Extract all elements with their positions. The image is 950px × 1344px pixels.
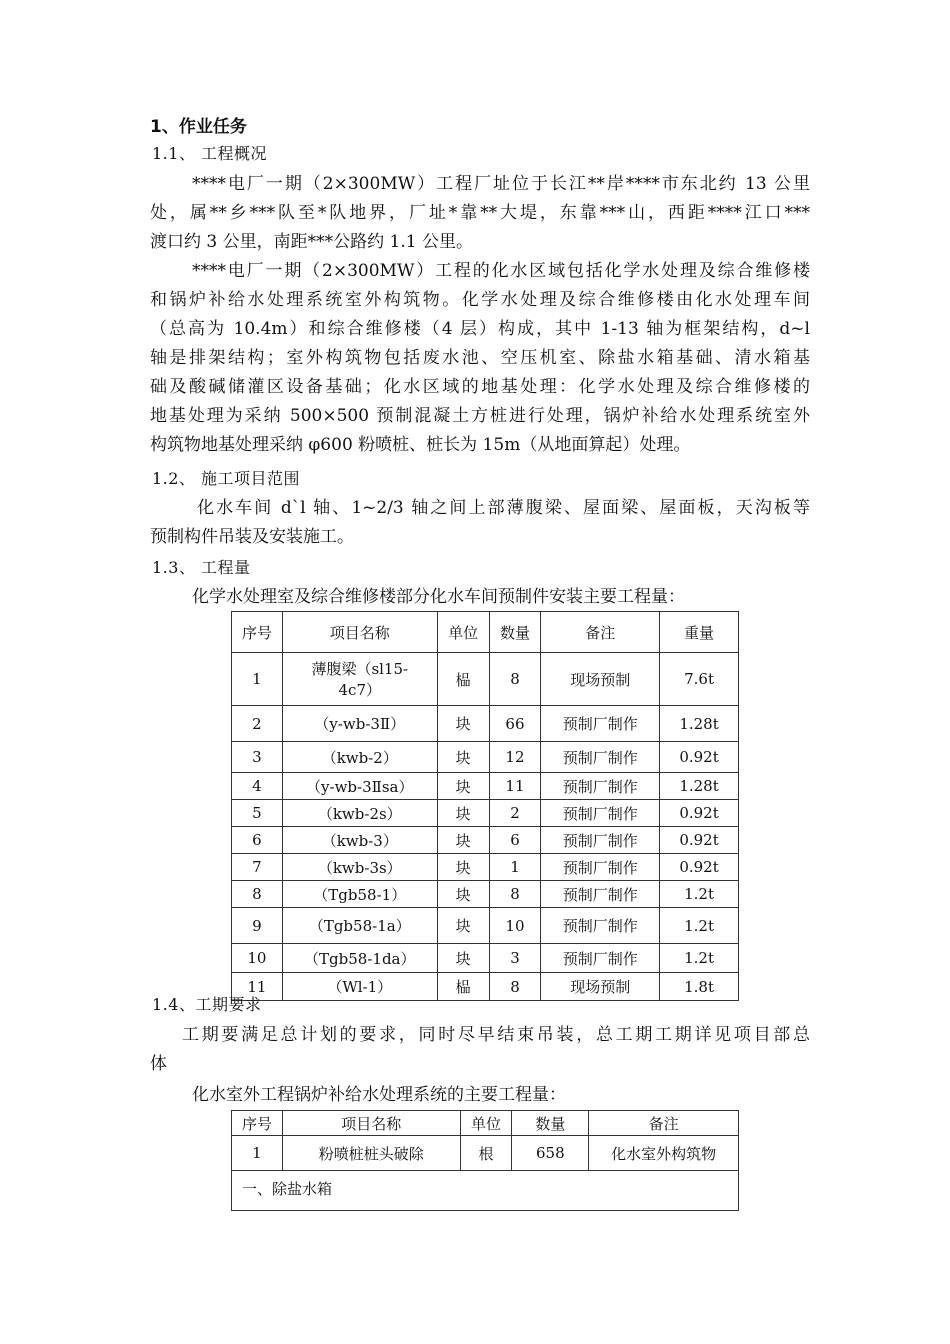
col-header: 序号 bbox=[232, 1111, 283, 1136]
cell: 8 bbox=[489, 881, 541, 908]
table-header-row bbox=[232, 1111, 739, 1136]
prefab-quantity-table bbox=[231, 611, 739, 1001]
cell: 粉喷桩桩头破除 bbox=[282, 1136, 460, 1171]
cell: 预制厂制作 bbox=[541, 706, 660, 742]
cell: 块 bbox=[437, 944, 489, 973]
cell: 1.28t bbox=[660, 773, 739, 800]
outdoor-quantity-table bbox=[231, 1110, 739, 1211]
cell: 1.2t bbox=[660, 944, 739, 973]
subsection-title-1-2: 1.2、 施工项目范围 bbox=[152, 469, 301, 488]
cell: 4 bbox=[232, 773, 283, 800]
paragraph-line: 处，属**乡***队至*队地界，厂址*靠**大堤，东靠***山，西距****江口*** bbox=[150, 203, 810, 223]
table-row bbox=[232, 800, 739, 827]
subsection-title-1-4: 1.4、工期要求 bbox=[152, 995, 262, 1014]
cell: 3 bbox=[489, 944, 541, 973]
cell: 1 bbox=[232, 653, 283, 706]
table-row bbox=[232, 1136, 739, 1171]
cell: 榀 bbox=[437, 653, 489, 706]
col-header: 重量 bbox=[660, 612, 739, 653]
paragraph-line: 轴是排架结构；室外构筑物包括废水池、空压机室、除盐水箱基础、清水箱基 bbox=[150, 348, 810, 368]
paragraph-line: ****电厂一期（2×300MW）工程的化水区域包括化学水处理及综合维修楼 bbox=[192, 261, 810, 281]
cell: 1.28t bbox=[660, 706, 739, 742]
cell: 预制厂制作 bbox=[541, 800, 660, 827]
paragraph-line: 工期要满足总计划的要求，同时尽早结束吊装，总工期工期详见项目部总 bbox=[182, 1025, 810, 1045]
table-row bbox=[232, 773, 739, 800]
cell: 12 bbox=[489, 742, 541, 773]
cell: 8 bbox=[232, 881, 283, 908]
table-header-row bbox=[232, 612, 739, 653]
col-header: 备注 bbox=[589, 1111, 739, 1136]
table-row bbox=[232, 742, 739, 773]
col-header: 备注 bbox=[541, 612, 660, 653]
cell: 块 bbox=[437, 742, 489, 773]
cell: 根 bbox=[460, 1136, 512, 1171]
cell: 预制厂制作 bbox=[541, 944, 660, 973]
section-cell: 一、除盐水箱 bbox=[232, 1171, 739, 1211]
cell: 块 bbox=[437, 854, 489, 881]
table-section-row bbox=[232, 1171, 739, 1211]
cell: 6 bbox=[232, 827, 283, 854]
cell: 5 bbox=[232, 800, 283, 827]
cell: （Tgb58-1a） bbox=[282, 908, 437, 944]
paragraph-line: 化水车间 d`l 轴、1~2/3 轴之间上部薄腹梁、屋面梁、屋面板，天沟板等 bbox=[197, 498, 810, 518]
cell: 7 bbox=[232, 854, 283, 881]
cell: 6 bbox=[489, 827, 541, 854]
cell: 7.6t bbox=[660, 653, 739, 706]
cell: 现场预制 bbox=[541, 653, 660, 706]
table-row bbox=[232, 908, 739, 944]
table-row bbox=[232, 706, 739, 742]
cell: （Wl-1） bbox=[282, 973, 437, 1001]
cell: 化水室外构筑物 bbox=[589, 1136, 739, 1171]
paragraph-line: 和锅炉补给水处理系统室外构筑物。化学水处理及综合维修楼由化水处理车间 bbox=[150, 290, 810, 310]
paragraph-line: 构筑物地基处理采纳 φ600 粉喷桩、桩长为 15m（从地面算起）处理。 bbox=[150, 435, 691, 455]
table-row bbox=[232, 653, 739, 706]
col-header: 数量 bbox=[512, 1111, 589, 1136]
paragraph-line: 渡口约 3 公里，南距***公路约 1.1 公里。 bbox=[150, 232, 473, 252]
cell: 块 bbox=[437, 881, 489, 908]
cell: 8 bbox=[489, 653, 541, 706]
col-header: 项目名称 bbox=[282, 1111, 460, 1136]
cell: （kwb-3s） bbox=[282, 854, 437, 881]
col-header: 项目名称 bbox=[282, 612, 437, 653]
cell: 块 bbox=[437, 773, 489, 800]
cell: 658 bbox=[512, 1136, 589, 1171]
paragraph-line: ****电厂一期（2×300MW）工程厂址位于长江**岸****市东北约 13 公里 bbox=[192, 174, 810, 194]
table-row bbox=[232, 854, 739, 881]
cell: 预制厂制作 bbox=[541, 881, 660, 908]
cell: 1 bbox=[489, 854, 541, 881]
cell: 66 bbox=[489, 706, 541, 742]
cell: 块 bbox=[437, 908, 489, 944]
cell: 0.92t bbox=[660, 827, 739, 854]
cell: 0.92t bbox=[660, 742, 739, 773]
cell: （kwb-2s） bbox=[282, 800, 437, 827]
paragraph-line: 础及酸碱储灌区设备基础；化水区域的地基处理：化学水处理及综合维修楼的 bbox=[150, 377, 810, 397]
subsection-title-1-1: 1.1、 工程概况 bbox=[152, 144, 268, 163]
cell: （y-wb-3Ⅱ） bbox=[282, 706, 437, 742]
cell: 10 bbox=[489, 908, 541, 944]
cell: 9 bbox=[232, 908, 283, 944]
cell: 11 bbox=[489, 773, 541, 800]
cell: 2 bbox=[232, 706, 283, 742]
cell: 11 bbox=[232, 973, 283, 1001]
cell: 块 bbox=[437, 827, 489, 854]
cell: （Tgb58-1） bbox=[282, 881, 437, 908]
table-row bbox=[232, 827, 739, 854]
subsection-title-1-3: 1.3、 工程量 bbox=[152, 558, 251, 577]
paragraph-line: （总高为 10.4m）和综合维修楼（4 层）构成，其中 1-13 轴为框架结构，d~l bbox=[150, 319, 810, 339]
cell: 块 bbox=[437, 800, 489, 827]
table-row bbox=[232, 944, 739, 973]
paragraph-line: 预制构件吊装及安装施工。 bbox=[150, 527, 354, 547]
cell: 榀 bbox=[437, 973, 489, 1001]
cell: 2 bbox=[489, 800, 541, 827]
table-intro: 化学水处理室及综合维修楼部分化水车间预制件安装主要工程量： bbox=[192, 587, 685, 607]
cell: 现场预制 bbox=[541, 973, 660, 1001]
paragraph-line: 地基处理为采纳 500×500 预制混凝土方桩进行处理，锅炉补给水处理系统室外 bbox=[150, 406, 810, 426]
col-header: 单位 bbox=[460, 1111, 512, 1136]
cell: （kwb-3） bbox=[282, 827, 437, 854]
cell: （Tgb58-1da） bbox=[282, 944, 437, 973]
cell: 1.2t bbox=[660, 908, 739, 944]
cell: 预制厂制作 bbox=[541, 742, 660, 773]
cell: 预制厂制作 bbox=[541, 908, 660, 944]
cell: 预制厂制作 bbox=[541, 827, 660, 854]
table-row bbox=[232, 973, 739, 1001]
cell: 预制厂制作 bbox=[541, 854, 660, 881]
cell: 1.8t bbox=[660, 973, 739, 1001]
cell: 0.92t bbox=[660, 854, 739, 881]
cell: 块 bbox=[437, 706, 489, 742]
cell: 预制厂制作 bbox=[541, 773, 660, 800]
cell: 薄腹梁（sl15-4c7） bbox=[282, 653, 437, 706]
cell: 10 bbox=[232, 944, 283, 973]
table-row bbox=[232, 881, 739, 908]
table-intro: 化水室外工程锅炉补给水处理系统的主要工程量： bbox=[192, 1085, 566, 1105]
cell: 0.92t bbox=[660, 800, 739, 827]
cell: （kwb-2） bbox=[282, 742, 437, 773]
cell: （y-wb-3Ⅱsa） bbox=[282, 773, 437, 800]
cell: 3 bbox=[232, 742, 283, 773]
paragraph-line: 体 bbox=[150, 1054, 167, 1074]
col-header: 单位 bbox=[437, 612, 489, 653]
section-heading: 1、作业任务 bbox=[150, 117, 247, 137]
col-header: 数量 bbox=[489, 612, 541, 653]
col-header: 序号 bbox=[232, 612, 283, 653]
cell: 1 bbox=[232, 1136, 283, 1171]
cell: 8 bbox=[489, 973, 541, 1001]
cell: 1.2t bbox=[660, 881, 739, 908]
